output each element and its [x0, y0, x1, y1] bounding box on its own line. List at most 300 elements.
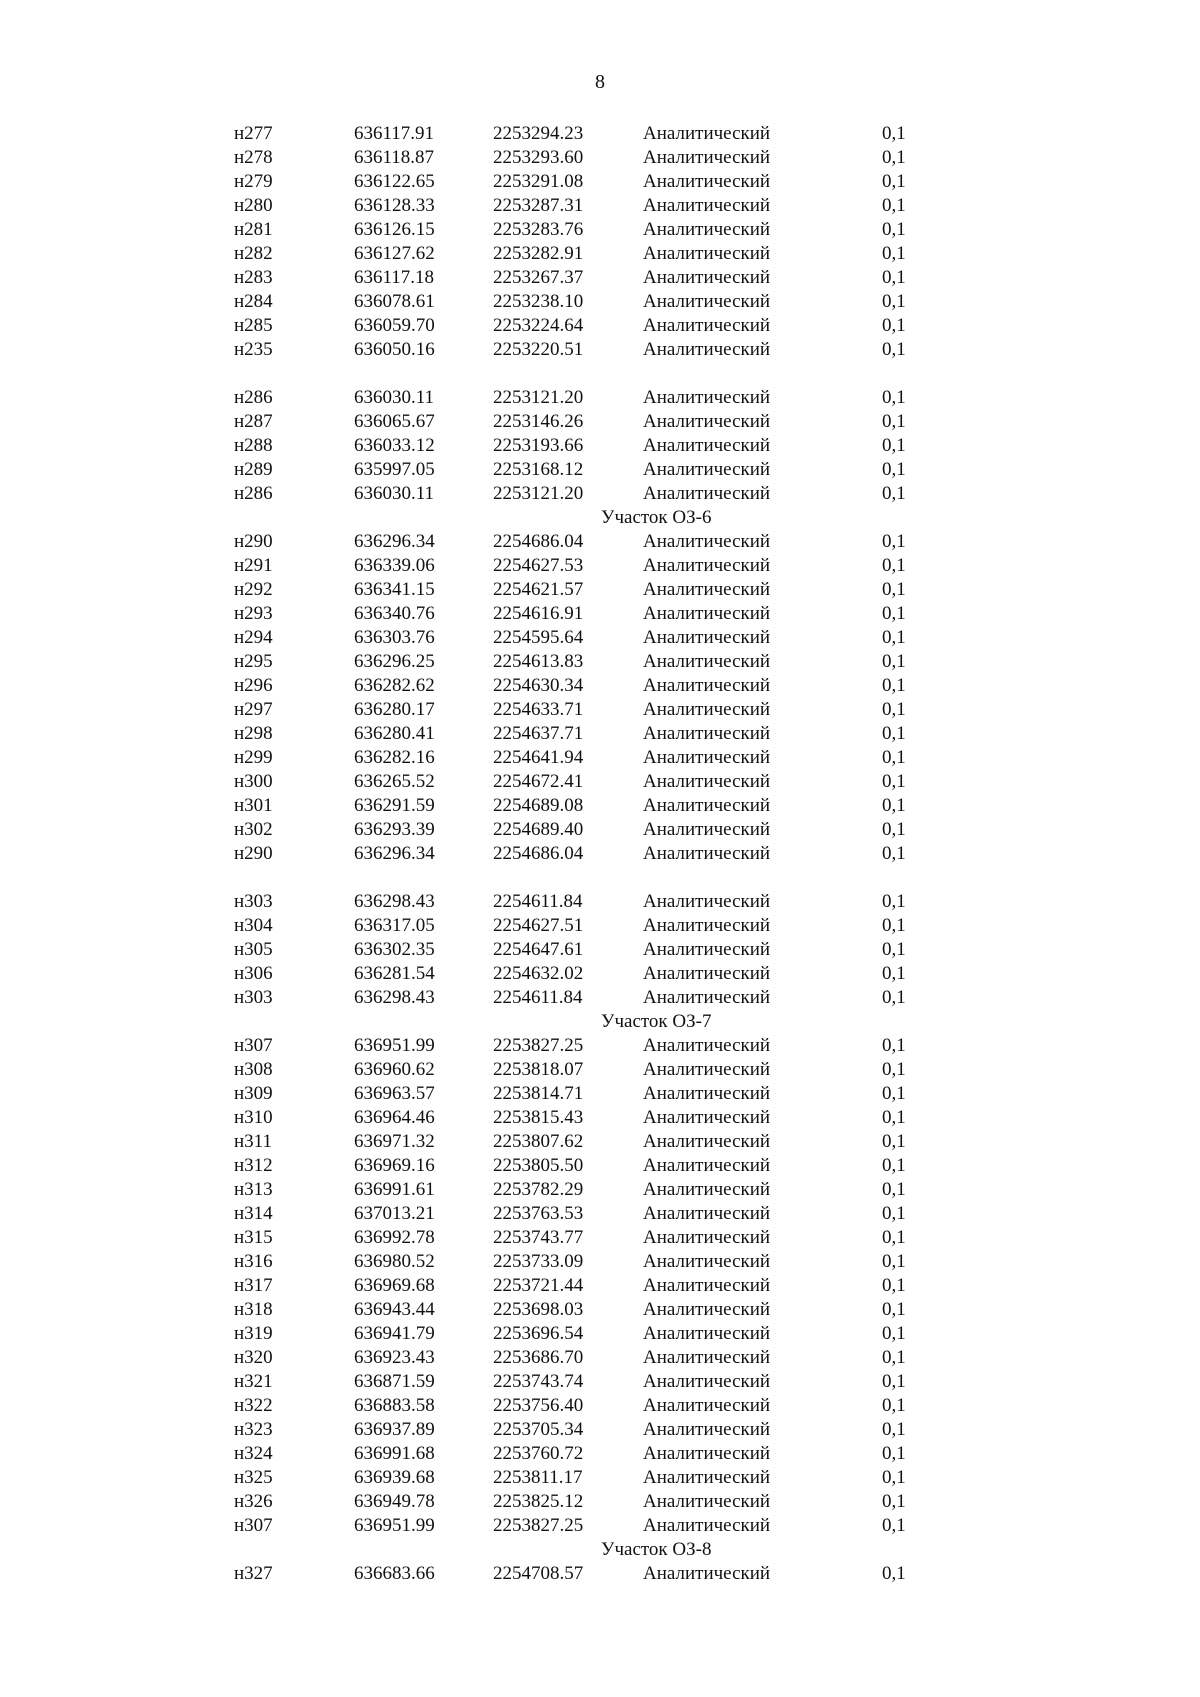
point-id: н293: [234, 603, 273, 624]
accuracy: 0,1: [882, 555, 906, 576]
accuracy: 0,1: [882, 1419, 906, 1440]
point-id: н309: [234, 1083, 273, 1104]
accuracy: 0,1: [882, 1251, 906, 1272]
accuracy: 0,1: [882, 1299, 906, 1320]
point-id: н288: [234, 435, 273, 456]
x-coordinate: 637013.21: [354, 1203, 435, 1224]
table-row: [0, 890, 1200, 914]
x-coordinate: 636050.16: [354, 339, 435, 360]
table-row: [0, 1202, 1200, 1226]
accuracy: 0,1: [882, 987, 906, 1008]
point-id: н294: [234, 627, 273, 648]
accuracy: 0,1: [882, 843, 906, 864]
method: Аналитический: [643, 1347, 771, 1368]
accuracy: 0,1: [882, 747, 906, 768]
table-row: [0, 1370, 1200, 1394]
y-coordinate: 2254630.34: [493, 675, 584, 696]
point-id: н297: [234, 699, 273, 720]
point-id: н304: [234, 915, 273, 936]
y-coordinate: 2253815.43: [493, 1107, 584, 1128]
y-coordinate: 2254708.57: [493, 1563, 584, 1584]
table-row: [0, 1154, 1200, 1178]
point-id: н324: [234, 1443, 273, 1464]
x-coordinate: 636991.68: [354, 1443, 435, 1464]
table-row: [0, 650, 1200, 674]
point-id: н292: [234, 579, 273, 600]
table-row: [0, 314, 1200, 338]
y-coordinate: 2253238.10: [493, 291, 584, 312]
accuracy: 0,1: [882, 939, 906, 960]
method: Аналитический: [643, 843, 771, 864]
point-id: н290: [234, 843, 273, 864]
y-coordinate: 2253294.23: [493, 123, 584, 144]
accuracy: 0,1: [882, 315, 906, 336]
point-id: н306: [234, 963, 273, 984]
y-coordinate: 2253721.44: [493, 1275, 584, 1296]
y-coordinate: 2253763.53: [493, 1203, 584, 1224]
point-id: н307: [234, 1035, 273, 1056]
table-row: [0, 1562, 1200, 1586]
table-row: [0, 1514, 1200, 1538]
y-coordinate: 2253825.12: [493, 1491, 584, 1512]
accuracy: 0,1: [882, 459, 906, 480]
point-id: н320: [234, 1347, 273, 1368]
x-coordinate: 636296.25: [354, 651, 435, 672]
method: Аналитический: [643, 1155, 771, 1176]
method: Аналитический: [643, 291, 771, 312]
table-row: [0, 794, 1200, 818]
x-coordinate: 636078.61: [354, 291, 435, 312]
y-coordinate: 2254632.02: [493, 963, 584, 984]
method: Аналитический: [643, 1563, 771, 1584]
accuracy: 0,1: [882, 411, 906, 432]
section-heading: Участок ОЗ-8: [601, 1539, 712, 1560]
accuracy: 0,1: [882, 435, 906, 456]
table-row: [0, 410, 1200, 434]
x-coordinate: 636059.70: [354, 315, 435, 336]
method: Аналитический: [643, 1179, 771, 1200]
table-row: [0, 146, 1200, 170]
y-coordinate: 2254627.53: [493, 555, 584, 576]
x-coordinate: 636980.52: [354, 1251, 435, 1272]
point-id: н278: [234, 147, 273, 168]
method: Аналитический: [643, 411, 771, 432]
point-id: н311: [234, 1131, 272, 1152]
table-row: [0, 1274, 1200, 1298]
point-id: н290: [234, 531, 273, 552]
accuracy: 0,1: [882, 651, 906, 672]
table-row: [0, 1322, 1200, 1346]
table-row: [0, 986, 1200, 1010]
y-coordinate: 2253805.50: [493, 1155, 584, 1176]
y-coordinate: 2253168.12: [493, 459, 584, 480]
x-coordinate: 636964.46: [354, 1107, 435, 1128]
point-id: н307: [234, 1515, 273, 1536]
table-row: [0, 1250, 1200, 1274]
y-coordinate: 2253287.31: [493, 195, 584, 216]
y-coordinate: 2253743.77: [493, 1227, 584, 1248]
table-row: [0, 626, 1200, 650]
method: Аналитический: [643, 483, 771, 504]
y-coordinate: 2254637.71: [493, 723, 584, 744]
table-row: [0, 842, 1200, 866]
x-coordinate: 636943.44: [354, 1299, 435, 1320]
x-coordinate: 636991.61: [354, 1179, 435, 1200]
method: Аналитический: [643, 1131, 771, 1152]
table-row: [0, 1082, 1200, 1106]
table-row: [0, 578, 1200, 602]
method: Аналитический: [643, 1443, 771, 1464]
x-coordinate: 636949.78: [354, 1491, 435, 1512]
y-coordinate: 2253733.09: [493, 1251, 584, 1272]
method: Аналитический: [643, 243, 771, 264]
table-row: [0, 674, 1200, 698]
point-id: н303: [234, 987, 273, 1008]
point-id: н325: [234, 1467, 273, 1488]
method: Аналитический: [643, 603, 771, 624]
table-row: [0, 1178, 1200, 1202]
y-coordinate: 2253811.17: [493, 1467, 583, 1488]
blank-line: [0, 362, 1200, 386]
y-coordinate: 2253267.37: [493, 267, 584, 288]
y-coordinate: 2253782.29: [493, 1179, 584, 1200]
table-row: [0, 290, 1200, 314]
accuracy: 0,1: [882, 1155, 906, 1176]
y-coordinate: 2253814.71: [493, 1083, 584, 1104]
table-row: [0, 818, 1200, 842]
point-id: н314: [234, 1203, 273, 1224]
y-coordinate: 2253760.72: [493, 1443, 584, 1464]
y-coordinate: 2254689.08: [493, 795, 584, 816]
point-id: н310: [234, 1107, 273, 1128]
x-coordinate: 636992.78: [354, 1227, 435, 1248]
table-row: [0, 386, 1200, 410]
table-row: [0, 554, 1200, 578]
x-coordinate: 636960.62: [354, 1059, 435, 1080]
point-id: н284: [234, 291, 273, 312]
method: Аналитический: [643, 1491, 771, 1512]
x-coordinate: 636280.17: [354, 699, 435, 720]
x-coordinate: 636303.76: [354, 627, 435, 648]
method: Аналитический: [643, 963, 771, 984]
y-coordinate: 2253807.62: [493, 1131, 584, 1152]
point-id: н299: [234, 747, 273, 768]
point-id: н287: [234, 411, 273, 432]
table-row: [0, 914, 1200, 938]
y-coordinate: 2254621.57: [493, 579, 584, 600]
accuracy: 0,1: [882, 195, 906, 216]
table-row: [0, 1418, 1200, 1442]
y-coordinate: 2253121.20: [493, 387, 584, 408]
point-id: н313: [234, 1179, 273, 1200]
x-coordinate: 636941.79: [354, 1323, 435, 1344]
accuracy: 0,1: [882, 1203, 906, 1224]
point-id: н300: [234, 771, 273, 792]
method: Аналитический: [643, 1251, 771, 1272]
accuracy: 0,1: [882, 1347, 906, 1368]
x-coordinate: 636030.11: [354, 483, 435, 504]
accuracy: 0,1: [882, 603, 906, 624]
point-id: н289: [234, 459, 273, 480]
x-coordinate: 636923.43: [354, 1347, 435, 1368]
point-id: н308: [234, 1059, 273, 1080]
point-id: н303: [234, 891, 273, 912]
method: Аналитический: [643, 555, 771, 576]
y-coordinate: 2253827.25: [493, 1035, 584, 1056]
section-heading: Участок ОЗ-7: [601, 1011, 712, 1032]
blank-line: [0, 866, 1200, 890]
x-coordinate: 636969.68: [354, 1275, 435, 1296]
table-row: [0, 722, 1200, 746]
y-coordinate: 2253146.26: [493, 411, 584, 432]
method: Аналитический: [643, 195, 771, 216]
y-coordinate: 2254641.94: [493, 747, 584, 768]
accuracy: 0,1: [882, 1323, 906, 1344]
table-row: [0, 770, 1200, 794]
method: Аналитический: [643, 627, 771, 648]
point-id: н326: [234, 1491, 273, 1512]
table-row: [0, 530, 1200, 554]
y-coordinate: 2253121.20: [493, 483, 584, 504]
x-coordinate: 636282.62: [354, 675, 435, 696]
point-id: н305: [234, 939, 273, 960]
y-coordinate: 2253743.74: [493, 1371, 584, 1392]
y-coordinate: 2254611.84: [493, 987, 583, 1008]
point-id: н315: [234, 1227, 273, 1248]
point-id: н280: [234, 195, 273, 216]
method: Аналитический: [643, 795, 771, 816]
accuracy: 0,1: [882, 267, 906, 288]
accuracy: 0,1: [882, 1035, 906, 1056]
accuracy: 0,1: [882, 219, 906, 240]
accuracy: 0,1: [882, 123, 906, 144]
point-id: н235: [234, 339, 273, 360]
accuracy: 0,1: [882, 1275, 906, 1296]
table-row: [0, 194, 1200, 218]
x-coordinate: 636317.05: [354, 915, 435, 936]
coordinates-table: [0, 122, 1200, 1586]
accuracy: 0,1: [882, 339, 906, 360]
x-coordinate: 636265.52: [354, 771, 435, 792]
method: Аналитический: [643, 339, 771, 360]
x-coordinate: 636117.18: [354, 267, 435, 288]
accuracy: 0,1: [882, 1059, 906, 1080]
accuracy: 0,1: [882, 1227, 906, 1248]
x-coordinate: 636122.65: [354, 171, 435, 192]
point-id: н286: [234, 387, 273, 408]
method: Аналитический: [643, 1419, 771, 1440]
y-coordinate: 2254647.61: [493, 939, 584, 960]
point-id: н323: [234, 1419, 273, 1440]
table-row: [0, 602, 1200, 626]
point-id: н279: [234, 171, 273, 192]
point-id: н316: [234, 1251, 273, 1272]
accuracy: 0,1: [882, 243, 906, 264]
accuracy: 0,1: [882, 699, 906, 720]
y-coordinate: 2254686.04: [493, 843, 584, 864]
table-row: [0, 1106, 1200, 1130]
method: Аналитический: [643, 939, 771, 960]
x-coordinate: 636128.33: [354, 195, 435, 216]
table-row: [0, 266, 1200, 290]
accuracy: 0,1: [882, 1443, 906, 1464]
table-row: [0, 1346, 1200, 1370]
table-row: [0, 698, 1200, 722]
x-coordinate: 636296.34: [354, 531, 435, 552]
accuracy: 0,1: [882, 1371, 906, 1392]
method: Аналитический: [643, 531, 771, 552]
point-id: н322: [234, 1395, 273, 1416]
accuracy: 0,1: [882, 1395, 906, 1416]
x-coordinate: 636280.41: [354, 723, 435, 744]
page-number: 8: [595, 71, 605, 93]
x-coordinate: 636969.16: [354, 1155, 435, 1176]
x-coordinate: 636033.12: [354, 435, 435, 456]
x-coordinate: 636298.43: [354, 891, 435, 912]
method: Аналитический: [643, 1299, 771, 1320]
point-id: н286: [234, 483, 273, 504]
method: Аналитический: [643, 1059, 771, 1080]
y-coordinate: 2253696.54: [493, 1323, 584, 1344]
table-row: [0, 458, 1200, 482]
method: Аналитический: [643, 699, 771, 720]
accuracy: 0,1: [882, 1515, 906, 1536]
method: Аналитический: [643, 1203, 771, 1224]
x-coordinate: 636339.06: [354, 555, 435, 576]
point-id: н285: [234, 315, 273, 336]
y-coordinate: 2253282.91: [493, 243, 584, 264]
x-coordinate: 636127.62: [354, 243, 435, 264]
table-row: [0, 746, 1200, 770]
accuracy: 0,1: [882, 1107, 906, 1128]
table-row: [0, 338, 1200, 362]
accuracy: 0,1: [882, 915, 906, 936]
accuracy: 0,1: [882, 147, 906, 168]
x-coordinate: 636117.91: [354, 123, 435, 144]
method: Аналитический: [643, 267, 771, 288]
accuracy: 0,1: [882, 579, 906, 600]
method: Аналитический: [643, 219, 771, 240]
x-coordinate: 636939.68: [354, 1467, 435, 1488]
accuracy: 0,1: [882, 819, 906, 840]
point-id: н281: [234, 219, 273, 240]
method: Аналитический: [643, 651, 771, 672]
point-id: н298: [234, 723, 273, 744]
point-id: н327: [234, 1563, 273, 1584]
method: Аналитический: [643, 723, 771, 744]
table-row: [0, 1466, 1200, 1490]
method: Аналитический: [643, 819, 771, 840]
point-id: н291: [234, 555, 273, 576]
x-coordinate: 636281.54: [354, 963, 435, 984]
accuracy: 0,1: [882, 675, 906, 696]
y-coordinate: 2253827.25: [493, 1515, 584, 1536]
method: Аналитический: [643, 315, 771, 336]
table-row: [0, 1034, 1200, 1058]
y-coordinate: 2253705.34: [493, 1419, 584, 1440]
y-coordinate: 2254595.64: [493, 627, 584, 648]
y-coordinate: 2254616.91: [493, 603, 584, 624]
y-coordinate: 2254689.40: [493, 819, 584, 840]
accuracy: 0,1: [882, 1467, 906, 1488]
table-row: [0, 1058, 1200, 1082]
table-row: [0, 434, 1200, 458]
x-coordinate: 636341.15: [354, 579, 435, 600]
y-coordinate: 2253818.07: [493, 1059, 584, 1080]
table-row: [0, 482, 1200, 506]
point-id: н277: [234, 123, 273, 144]
table-row: [0, 1442, 1200, 1466]
method: Аналитический: [643, 123, 771, 144]
x-coordinate: 635997.05: [354, 459, 435, 480]
table-row: [0, 1226, 1200, 1250]
x-coordinate: 636126.15: [354, 219, 435, 240]
accuracy: 0,1: [882, 171, 906, 192]
method: Аналитический: [643, 675, 771, 696]
accuracy: 0,1: [882, 387, 906, 408]
accuracy: 0,1: [882, 531, 906, 552]
y-coordinate: 2253698.03: [493, 1299, 584, 1320]
accuracy: 0,1: [882, 723, 906, 744]
table-row: [0, 1298, 1200, 1322]
table-row: [0, 1130, 1200, 1154]
method: Аналитический: [643, 1395, 771, 1416]
method: Аналитический: [643, 987, 771, 1008]
table-row: [0, 242, 1200, 266]
point-id: н321: [234, 1371, 273, 1392]
accuracy: 0,1: [882, 1131, 906, 1152]
accuracy: 0,1: [882, 1083, 906, 1104]
x-coordinate: 636282.16: [354, 747, 435, 768]
accuracy: 0,1: [882, 1563, 906, 1584]
method: Аналитический: [643, 891, 771, 912]
y-coordinate: 2254672.41: [493, 771, 584, 792]
x-coordinate: 636883.58: [354, 1395, 435, 1416]
method: Аналитический: [643, 147, 771, 168]
method: Аналитический: [643, 1323, 771, 1344]
x-coordinate: 636963.57: [354, 1083, 435, 1104]
accuracy: 0,1: [882, 1491, 906, 1512]
point-id: н295: [234, 651, 273, 672]
y-coordinate: 2253686.70: [493, 1347, 584, 1368]
table-row: [0, 962, 1200, 986]
method: Аналитический: [643, 1467, 771, 1488]
method: Аналитический: [643, 747, 771, 768]
x-coordinate: 636296.34: [354, 843, 435, 864]
method: Аналитический: [643, 915, 771, 936]
method: Аналитический: [643, 771, 771, 792]
method: Аналитический: [643, 171, 771, 192]
method: Аналитический: [643, 1371, 771, 1392]
table-row: [0, 938, 1200, 962]
y-coordinate: 2253291.08: [493, 171, 584, 192]
y-coordinate: 2253224.64: [493, 315, 584, 336]
point-id: н282: [234, 243, 273, 264]
x-coordinate: 636293.39: [354, 819, 435, 840]
y-coordinate: 2254627.51: [493, 915, 584, 936]
method: Аналитический: [643, 1227, 771, 1248]
x-coordinate: 636971.32: [354, 1131, 435, 1152]
x-coordinate: 636951.99: [354, 1515, 435, 1536]
y-coordinate: 2254633.71: [493, 699, 584, 720]
y-coordinate: 2253756.40: [493, 1395, 584, 1416]
x-coordinate: 636298.43: [354, 987, 435, 1008]
point-id: н317: [234, 1275, 273, 1296]
y-coordinate: 2254686.04: [493, 531, 584, 552]
y-coordinate: 2253220.51: [493, 339, 584, 360]
x-coordinate: 636340.76: [354, 603, 435, 624]
method: Аналитический: [643, 1275, 771, 1296]
